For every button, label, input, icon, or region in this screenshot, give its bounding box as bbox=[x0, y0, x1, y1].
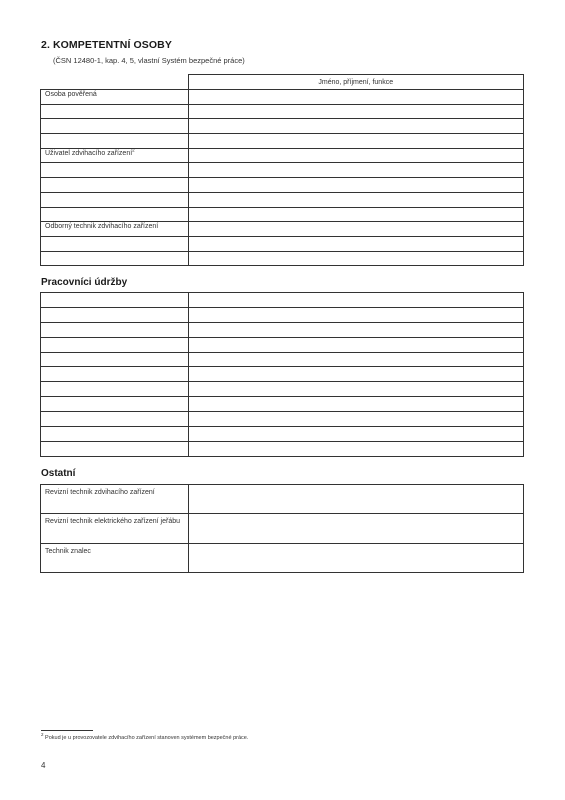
footnote-divider bbox=[41, 730, 93, 731]
table-row bbox=[41, 322, 524, 337]
row-label-uzivatel bbox=[41, 148, 189, 163]
table-row bbox=[41, 251, 524, 266]
name-field[interactable] bbox=[188, 134, 524, 149]
footnote-ref: 2 bbox=[132, 147, 135, 153]
section-title-maintenance: Pracovníci údržby bbox=[41, 277, 128, 288]
table-row bbox=[41, 293, 524, 308]
table-row bbox=[41, 207, 524, 222]
table-row bbox=[41, 148, 524, 163]
name-field[interactable] bbox=[189, 441, 524, 456]
column-header-name: Jméno, příjmení, funkce bbox=[188, 75, 524, 90]
label-cell[interactable] bbox=[41, 427, 189, 442]
table-row bbox=[41, 367, 524, 382]
name-field[interactable] bbox=[189, 427, 524, 442]
footnote-mark: 2 bbox=[41, 732, 44, 738]
table-row bbox=[41, 192, 524, 207]
table-row bbox=[41, 236, 524, 251]
name-field[interactable] bbox=[188, 236, 524, 251]
table-row bbox=[41, 352, 524, 367]
competent-persons-table bbox=[40, 74, 524, 266]
name-field[interactable] bbox=[188, 178, 524, 193]
table-row bbox=[41, 222, 524, 237]
name-field[interactable] bbox=[188, 148, 524, 163]
maintenance-table bbox=[40, 292, 524, 457]
table-row bbox=[41, 427, 524, 442]
row-label-poverena: Osoba pověřená bbox=[41, 90, 189, 105]
row-label-revizni-elektro: Revizní technik elektrického zařízení jeřábu bbox=[41, 514, 189, 543]
label-cell bbox=[41, 119, 189, 134]
table-row bbox=[41, 178, 524, 193]
section-subheading: (ČSN 12480-1, kap. 4, 5, vlastní Systém bezpečné práce) bbox=[53, 56, 245, 65]
label-cell[interactable] bbox=[41, 412, 189, 427]
name-field[interactable] bbox=[189, 543, 524, 572]
section-title-other: Ostatní bbox=[41, 468, 76, 479]
row-label-technik-znalec: Technik znalec bbox=[41, 543, 189, 572]
table-row bbox=[41, 337, 524, 352]
label-cell bbox=[41, 236, 189, 251]
label-text: Uživatel zdvihacího zařízení bbox=[45, 149, 133, 157]
name-field[interactable] bbox=[189, 322, 524, 337]
name-field[interactable] bbox=[189, 367, 524, 382]
name-field[interactable] bbox=[188, 251, 524, 266]
table-row bbox=[41, 397, 524, 412]
label-cell bbox=[41, 207, 189, 222]
label-cell bbox=[41, 192, 189, 207]
section-heading: 2. KOMPETENTNÍ OSOBY bbox=[41, 39, 172, 51]
name-field[interactable] bbox=[188, 163, 524, 178]
row-label-revizni-zz: Revizní technik zdvihacího zařízení bbox=[41, 485, 189, 514]
name-field[interactable] bbox=[189, 397, 524, 412]
footnote-text: Pokud je u provozovatele zdvihacího zařízení stanoven systémem bezpečné práce. bbox=[45, 735, 249, 741]
table-row bbox=[41, 441, 524, 456]
name-field[interactable] bbox=[189, 293, 524, 308]
label-cell[interactable] bbox=[41, 307, 189, 322]
name-field[interactable] bbox=[189, 514, 524, 543]
label-cell[interactable] bbox=[41, 352, 189, 367]
name-field[interactable] bbox=[188, 207, 524, 222]
table-row bbox=[41, 514, 524, 543]
label-cell[interactable] bbox=[41, 337, 189, 352]
table-row bbox=[41, 382, 524, 397]
table-row bbox=[41, 163, 524, 178]
header-empty-cell bbox=[41, 75, 189, 90]
footnote bbox=[41, 732, 249, 741]
table-row bbox=[41, 543, 524, 572]
name-field[interactable] bbox=[189, 485, 524, 514]
name-field[interactable] bbox=[188, 104, 524, 119]
table-row bbox=[41, 104, 524, 119]
label-cell[interactable] bbox=[41, 322, 189, 337]
name-field[interactable] bbox=[188, 119, 524, 134]
name-field[interactable] bbox=[189, 412, 524, 427]
label-cell bbox=[41, 134, 189, 149]
label-cell bbox=[41, 163, 189, 178]
label-cell[interactable] bbox=[41, 397, 189, 412]
name-field[interactable] bbox=[188, 90, 524, 105]
name-field[interactable] bbox=[188, 192, 524, 207]
name-field[interactable] bbox=[189, 382, 524, 397]
label-cell[interactable] bbox=[41, 441, 189, 456]
table-row bbox=[41, 412, 524, 427]
label-cell bbox=[41, 251, 189, 266]
label-cell[interactable] bbox=[41, 382, 189, 397]
other-persons-table bbox=[40, 484, 524, 573]
label-cell bbox=[41, 104, 189, 119]
table-header-row bbox=[41, 75, 524, 90]
table-row bbox=[41, 485, 524, 514]
label-cell bbox=[41, 178, 189, 193]
label-cell[interactable] bbox=[41, 293, 189, 308]
page-number: 4 bbox=[41, 761, 46, 770]
table-row bbox=[41, 134, 524, 149]
name-field[interactable] bbox=[188, 222, 524, 237]
row-label-technik: Odborný technik zdvihacího zařízení bbox=[41, 222, 189, 237]
label-cell[interactable] bbox=[41, 367, 189, 382]
name-field[interactable] bbox=[189, 352, 524, 367]
table-row bbox=[41, 90, 524, 105]
table-row bbox=[41, 119, 524, 134]
name-field[interactable] bbox=[189, 307, 524, 322]
name-field[interactable] bbox=[189, 337, 524, 352]
table-row bbox=[41, 307, 524, 322]
